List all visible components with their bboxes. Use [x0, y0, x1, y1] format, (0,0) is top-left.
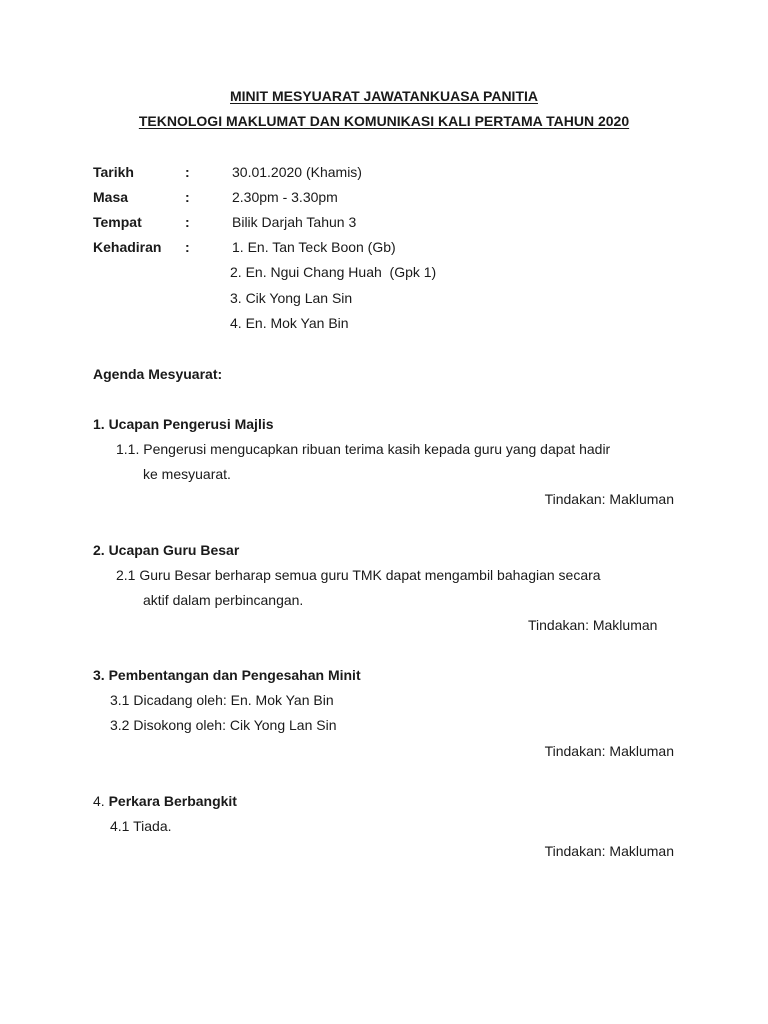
attendee-item: 2. En. Ngui Chang Huah (Gpk 1)	[230, 264, 437, 280]
tempat-value: Bilik Darjah Tahun 3	[232, 214, 357, 230]
section-heading	[93, 793, 237, 809]
section-heading: 1. Ucapan Pengerusi Majlis	[93, 416, 274, 432]
document-title-line2: TEKNOLOGI MAKLUMAT DAN KOMUNIKASI KALI PERTAMA TAHUN 2020	[138, 113, 630, 129]
section-item-continuation: aktif dalam perbincangan.	[143, 592, 304, 608]
action-note: Tindakan: Makluman	[544, 843, 674, 859]
masa-value: 2.30pm - 3.30pm	[232, 189, 338, 205]
section-heading: 3. Pembentangan dan Pengesahan Minit	[93, 667, 361, 683]
kehadiran-separator: :	[185, 239, 190, 255]
tarikh-value: 30.01.2020 (Khamis)	[232, 164, 362, 180]
section-title: Perkara Berbangkit	[108, 793, 237, 809]
attendee-item: 1. En. Tan Teck Boon (Gb)	[232, 239, 396, 255]
document-title-line1: MINIT MESYUARAT JAWATANKUASA PANITIA	[230, 88, 538, 104]
section-item: 3.2 Disokong oleh: Cik Yong Lan Sin	[110, 717, 337, 733]
attendee-item: 4. En. Mok Yan Bin	[230, 315, 349, 331]
attendee-item: 3. Cik Yong Lan Sin	[230, 290, 353, 306]
tarikh-label: Tarikh	[93, 164, 134, 180]
action-note: Tindakan: Makluman	[528, 617, 658, 633]
action-note: Tindakan: Makluman	[544, 743, 674, 759]
section-item: 2.1 Guru Besar berharap semua guru TMK dapat mengambil bahagian secara	[116, 567, 601, 583]
section-item-continuation: ke mesyuarat.	[143, 466, 231, 482]
section-number: 4.	[93, 793, 105, 809]
section-item: 4.1 Tiada.	[110, 818, 172, 834]
masa-separator: :	[185, 189, 190, 205]
section-heading: 2. Ucapan Guru Besar	[93, 542, 240, 558]
kehadiran-label: Kehadiran	[93, 239, 162, 255]
action-note: Tindakan: Makluman	[544, 491, 674, 507]
tarikh-separator: :	[185, 164, 190, 180]
section-item: 3.1 Dicadang oleh: En. Mok Yan Bin	[110, 692, 334, 708]
agenda-heading: Agenda Mesyuarat:	[93, 366, 223, 382]
section-item: 1.1. Pengerusi mengucapkan ribuan terima kasih kepada guru yang dapat hadir	[116, 441, 611, 457]
tempat-separator: :	[185, 214, 190, 230]
tempat-label: Tempat	[93, 214, 142, 230]
masa-label: Masa	[93, 189, 129, 205]
